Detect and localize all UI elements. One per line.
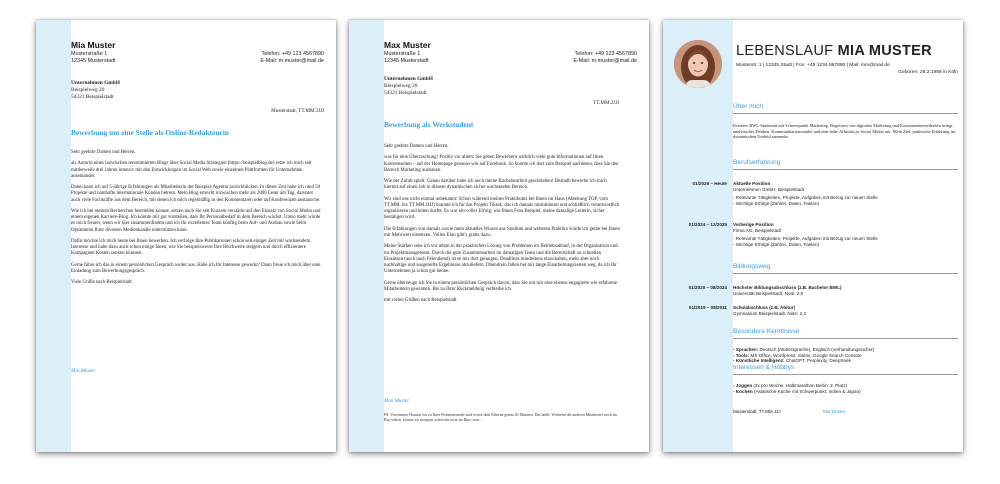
- skills-list: [733, 347, 958, 364]
- experience-title: Vorherige Position: [733, 222, 774, 227]
- experience-bullet: - Relevante Tätigkeiten, Projekte, Aufgaben mit Bezug zur neuen Stelle: [733, 195, 878, 201]
- experience-bullet: - Relevante Tätigkeiten, Projekte, Aufgaben mit Bezug zur neuen Stelle: [733, 236, 878, 242]
- sender-street: Musterstraße 1: [384, 51, 421, 57]
- recipient-company: Unternehmen GmbH: [71, 80, 120, 86]
- paragraph: als Autorin eines inzwischen renommierten Blogs über Social Media Strategien (https://beispielblog.de) setze ich mich seit mittlerweile drei Jahren intensiv mit den Entwicklungen im Social Web sowie einzelnen Plattformen für Unternehmen auseinander.: [71, 161, 312, 179]
- education-dates: 01/2020 – 08/2024: [688, 285, 727, 290]
- hobbies-list: [733, 383, 958, 394]
- cv-contact: [736, 63, 958, 76]
- sender-contact: [260, 51, 324, 65]
- skill-label: - Künstliche Intelligenz:: [733, 358, 785, 364]
- experience-org: Firma AG, Beispielstadt: [733, 227, 781, 233]
- education-title: Schulabschluss (z.B. Abitur): [733, 305, 796, 310]
- cv-signature: Mia Muster: [823, 409, 846, 414]
- sender-city: 12345 Musterstadt: [384, 58, 429, 64]
- closing: mit vielen Grüßen nach Beispielstadt: [384, 298, 457, 304]
- recipient-street: Beispielweg 20: [71, 87, 105, 93]
- education-org: Universität Beispielstadt, Note: 2,0: [733, 290, 804, 296]
- recipient-city: 54321 Beispielstadt: [71, 94, 114, 100]
- letter-subject: Bewerbung als Werkstudent: [384, 120, 474, 129]
- sender-street: Musterstraße 1: [71, 51, 108, 57]
- letter-body: [384, 144, 620, 310]
- sender-email: E-Mail: m.muster@mail.de: [573, 58, 637, 64]
- letter-date: Musterstadt, TT.MM.JJJJ: [271, 108, 324, 114]
- recipient-company: Unternehmen GmbH: [384, 76, 433, 82]
- experience-dates: 01/2026 – Heute: [692, 181, 727, 186]
- experience-entry: [733, 222, 958, 247]
- cv-birth-line: Geboren: 29.2.1988 in Köln: [898, 69, 958, 75]
- cv-title-name: MIA MUSTER: [837, 43, 932, 59]
- education-dates: 01/2019 – 08/2011: [688, 305, 727, 310]
- paragraph: Dabei kann ich auf 5-jährige Erfahrungen als Mitarbeiterin der Beispiel-Agentur zurückblicken. In dieser Zeit habe ich rund 50 Projekte und namhafte internationale Kunden betreut. Mein Blog erreicht inzwischen mehr als 2000 Leser am Tag, darunter auch viele Fachkräfte aus dem Bereich, mit denen ich mich regelmäßig in den Kommentaren oder auf Konferenzen austausche.: [71, 185, 321, 203]
- sender-name: Mia Muster: [71, 40, 116, 50]
- recipient-city: 54321 Beispielstadt: [384, 90, 427, 96]
- section-heading-hobbies: Interessen & Hobbys: [733, 364, 958, 375]
- experience-org: Unternehmen GmbH, Beispielstadt: [733, 186, 804, 192]
- skill-item: [733, 358, 958, 364]
- salutation: Sehr geehrte Damen und Herren,: [71, 150, 136, 155]
- recipient-block: [71, 80, 120, 101]
- skill-label: - Tools:: [733, 352, 750, 358]
- experience-bullet: - Wichtige Erfolge (Zahlen, Daten, Fakten): [733, 241, 820, 247]
- signature: Mia Muster: [71, 368, 96, 374]
- recipient-block: [384, 76, 433, 97]
- profile-photo: [674, 40, 722, 88]
- page-accent-stripe: [349, 20, 384, 452]
- sender-address: [71, 51, 116, 65]
- cv-title: [736, 43, 932, 59]
- education-entry: [733, 285, 958, 296]
- hobby-label: - Kochen: [733, 388, 753, 394]
- paragraph: Die Erfahrungen von damals sowie mein aktuelles Wissen aus Studium und weiteren Praktika würde ich gerne bei Ihnen mit Mehrwert einsetzen. Vollen Elan gibt's gratis dazu.: [384, 226, 620, 238]
- experience-entry: [733, 181, 958, 206]
- experience-bullet: - Wichtige Erfolge (Zahlen, Daten, Fakten): [733, 200, 820, 206]
- hobby-item: [733, 389, 958, 395]
- sender-address: [384, 51, 429, 65]
- education-title: Höchster Bildungsabschluss (z.B. Bachelor BWL): [733, 285, 842, 290]
- paragraph: Meine Stärken sehe ich vor allem in der praktischen Lösung von Problemen im Betriebsablauf, in der Organisation und im Projektmanagement. Durch die gute Zusammenarbeit im damaligen Team und die Bereitschaft zu schnellen Einsätzen (auch nach Feierabend) ist es mir dort gelungen, Deadlines mindestens einzuhalten, mehr aber noch nachhaltige und ausgereifte Ergebnisse abzuliefern. Obendrein fallen bei mir lange Einarbeitungszeiten weg, da ich Ihr Unternehmen ja schon gut kenne.: [384, 244, 618, 275]
- salutation: Sehr geehrte Damen und Herren,: [384, 144, 449, 149]
- sender-city: 12345 Musterstadt: [71, 58, 116, 64]
- sender-phone: Telefon: +49 123 4567890: [574, 51, 637, 57]
- paragraph: Wir sind uns nicht einmal unbekannt: Schon während meines Praktikums bei Ihnen im Haus (Abteilung TOP, vom TT.MM. bis TT.MM.JJJJ) brannte ich für das Projekt Tiktok, das ich damals mitinitiieren und schließlich verantwortlich organisieren und leiten durfte. Es war ein voller Erfolg, wie Ihnen Frau Beispiel, meine damalige Leiterin, sicher bestätigen wird.: [384, 196, 620, 221]
- skill-value: Deutsch (Muttersprache), Englisch (verhandlungssicher): [758, 347, 875, 352]
- about-text: Kreative BWL-Studentin mit Schwerpunkt Marketing. Begeistert von digitalen Marketing und Konsumentenverhalten bringt analytisches Denken, Kommunikationsstärke und eine hohe Affinität zu Social Media mit. Mein Ziel: praktische Erfahrung im dynamischen Umfeld sammeln.: [733, 123, 956, 140]
- hobby-value: (Asiatische Küche mit Schwerpunkt: Indien & Japan): [752, 388, 861, 394]
- education-org: Gymnasium Beispielstadt, Note: 2,2: [733, 310, 807, 316]
- cover-letter-page-1: [36, 20, 336, 452]
- closing: Viele Grüße nach Beispielstadt: [71, 280, 132, 286]
- sender-email: E-Mail: m.muster@mail.de: [260, 58, 324, 64]
- section-heading-education: Bildungsweg: [733, 263, 958, 274]
- hobby-label: - Joggen: [733, 383, 753, 388]
- education-entry: [733, 305, 958, 316]
- section-heading-experience: Berufserfahrung: [733, 159, 958, 170]
- paragraph: was für eine Überraschung! Positiv vor allem: Sie geben Bewerbern wirklich viele gute Informationen auf Ihren Karriereseiten – auf der Homepage genauso wie auf Facebook. So konnte ich dort zum Beispiel nachlesen, dass Sie den Bereich Marketing ausbauen.: [384, 155, 619, 173]
- sender-contact: [573, 51, 637, 65]
- letter-body: [71, 150, 321, 292]
- portrait-image: [674, 40, 722, 88]
- skill-label: - Sprachen:: [733, 347, 759, 352]
- paragraph: Dafür möchte ich mich heute bei Ihnen bewerben. Ich verfolge Ihre Publikationen schon seit einiger Zeit mit wachsendem Interesse und habe dazu auch schon einige Ideen, wie Sie beispielsweise Ihre Reichweite steigern und durch effizientere Kampagnen Kosten senken könnten.: [71, 238, 311, 257]
- section-heading-skills: Besondere Kenntnisse: [733, 328, 958, 339]
- skill-value: ChatGPT, Perplexity, DeepSeek: [784, 358, 851, 364]
- sender-phone: Telefon: +49 123 4567890: [261, 51, 324, 57]
- section-heading-about: Über mich: [733, 103, 958, 114]
- sender-name: Max Muster: [384, 40, 431, 50]
- experience-title: Aktuelle Position: [733, 181, 771, 186]
- paragraph: Gerne überzeuge ich Sie in einem persönlichen Gespräch davon, dass Sie mit mir eine ebenso engagierte wie erfahrene Mitarbeiterin gewinnen. Bis zu Ihrer Rückmeldung verbleibe ich: [384, 280, 618, 292]
- cover-letter-page-2: [349, 20, 649, 452]
- experience-dates: 01/2024 – 12/2025: [688, 222, 727, 227]
- letter-subject: Bewerbung um eine Stelle als Online-Redakteurin: [71, 128, 229, 137]
- paragraph: Gerne führe ich das in einem persönlichen Gespräch weiter aus. Habe ich Ihr Interesse geweckt? Dann freue ich mich über eine Einladung zum Bewerbungsgespräch.: [71, 262, 321, 274]
- cv-page: [663, 20, 963, 452]
- cv-place-date: Musterstadt, TT.MM.JJJ: [733, 409, 781, 414]
- page-accent-stripe: [36, 20, 71, 452]
- paragraph: Wie ich bei meinen Recherchen feststellen konnte, setzen auch Sie seit Kurzem verstärkt auf den Einsatz von Social Media und einem eigenen Karriere-Blog. Ich könnte mir gut vorstellen, dass Ihr Personalbedarf in dem Bereich wächst. Umso mehr würde es mich freuen, wenn wir hier zusammenfinden und ich Ihr exzellentes Team künftig beim Auf- und Ausbau sowie beim Optimieren Ihrer diversen Medienkanäle unterstützen kann.: [71, 208, 321, 233]
- letter-date: TT.MM.JJJJ: [593, 100, 619, 106]
- signature: Max Muster: [384, 398, 410, 404]
- postscript: PS: Von meiner Haustür bis zu Ihrer Firmenzentrale sind es mit dem Fahrrad genau 20 Minuten. Das heißt: Während die anderen Mitarbeiter noch im Bus stehen, könnte ich morgens schon die erste im Büro sein…: [384, 413, 617, 422]
- cv-title-label: LEBENSLAUF: [736, 43, 838, 59]
- skill-value: MS Office, Wordpress, Sistrix, Google Search Console: [749, 352, 862, 358]
- cv-contact-line: Musterstr. 1 | 12345 Stadt | Fon: +49 1234 567890 | Mail: mm@mail.de: [736, 63, 890, 68]
- paragraph: Wie der Zufall spielt: Genau darüber habe ich auch meine Bachelorarbeit geschrieben! Deshalb bewerbe ich mich hiermit auf einen Job in diesem dynamischen sicher wachsenden Bereich.: [384, 179, 607, 191]
- recipient-street: Beispielweg 20: [384, 83, 418, 89]
- hobby-value: (3x pro Woche, Halbmarathon Berlin: 2. Platz): [752, 383, 848, 388]
